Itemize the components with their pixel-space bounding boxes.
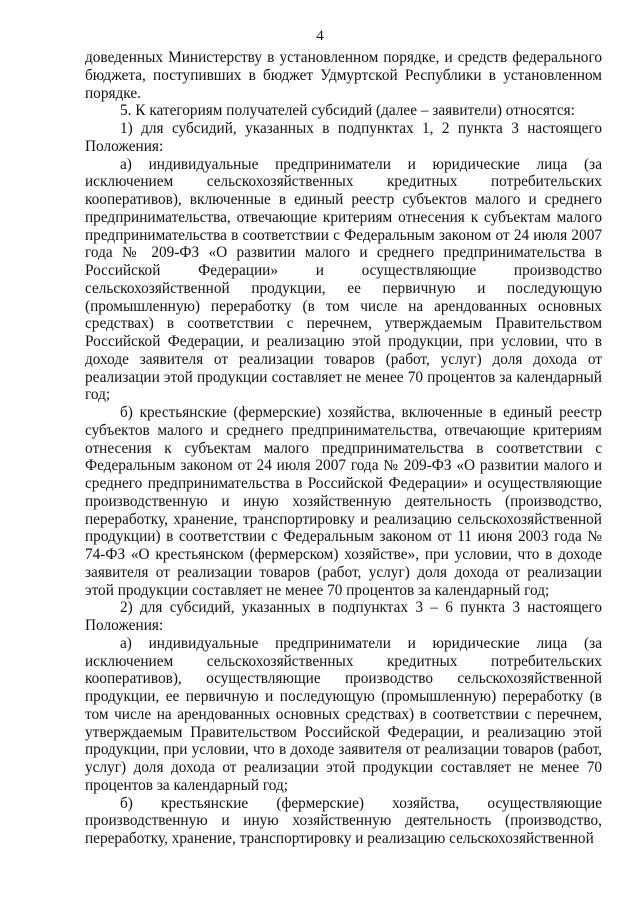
paragraph-subitem-1: 1) для субсидий, указанных в подпунктах 1, 2 пункта 3 настоящего Положения: bbox=[85, 120, 602, 155]
paragraph-subitem-1b: б) крестьянские (фермерские) хозяйства, включенные в единый реестр субъектов малого и среднего предпринимательства, отвечающие критериям отнесения к субъектам малого предпринимательства в соответствии с Федеральным законом от 24 июля 2007 года № 209-ФЗ «О развитии малого и среднего предпринимательства в Российской Федерации» и осуществляющие производственную и иную хозяйственную деятельность (производство, переработку, хранение, транспортировку и реализацию сельскохозяйственной продукции) в соответствии с Федеральным законом от 11 июня 2003 года № 74-ФЗ «О крестьянском (фермерском) хозяйстве», при условии, что в доходе заявителя от реализации товаров (работ, услуг) доля дохода от реализации этой продукции составляет не менее 70 процентов за календарный год; bbox=[85, 404, 602, 599]
paragraph-continuation: доведенных Министерству в установленном порядке, и средств федерального бюджета, поступивших в бюджет Удмуртской Республики в установленном порядке. bbox=[85, 49, 602, 102]
paragraph-subitem-2: 2) для субсидий, указанных в подпунктах 3 – 6 пункта 3 настоящего Положения: bbox=[85, 599, 602, 634]
paragraph-item-5: 5. К категориям получателей субсидий (далее – заявители) относятся: bbox=[120, 102, 575, 120]
paragraph-subitem-2b: б) крестьянские (фермерские) хозяйства, осуществляющие производственную и иную хозяйственную деятельность (производство, переработку, хранение, транспортировку и реализацию сельскохозяйственной bbox=[85, 794, 602, 847]
document-body bbox=[85, 49, 602, 848]
paragraph-subitem-2a: а) индивидуальные предприниматели и юридические лица (за исключением сельскохозяйственных кредитных потребительских кооперативов), осуществляющие производство сельскохозяйственной продукции, ее первичную и последующую (промышленную) переработку (в том числе на арендованных основных средствах) в соответствии с перечнем, утверждаемым Правительством Российской Федерации, и реализацию этой продукции, при условии, что в доходе заявителя от реализации товаров (работ, услуг) доля дохода от реализации этой продукции составляет не менее 70 процентов за календарный год; bbox=[85, 634, 602, 794]
page-number: 4 bbox=[316, 28, 324, 44]
paragraph-subitem-1a: а) индивидуальные предприниматели и юридические лица (за исключением сельскохозяйственных кредитных потребительских кооперативов), включенные в единый реестр субъектов малого и среднего предпринимательства, отвечающие критериям отнесения к субъектам малого предпринимательства в соответствии с Федеральным законом от 24 июля 2007 года № 209-ФЗ «О развитии малого и среднего предпринимательства в Российской Федерации» и осуществляющие производство сельскохозяйственной продукции, ее первичную и последующую (промышленную) переработку (в том числе на арендованных основных средствах) в соответствии с перечнем, утверждаемым Правительством Российской Федерации, и реализацию этой продукции, при условии, что в доходе заявителя от реализации товаров (работ, услуг) доля дохода от реализации этой продукции составляет не менее 70 процентов за календарный год; bbox=[85, 155, 602, 404]
